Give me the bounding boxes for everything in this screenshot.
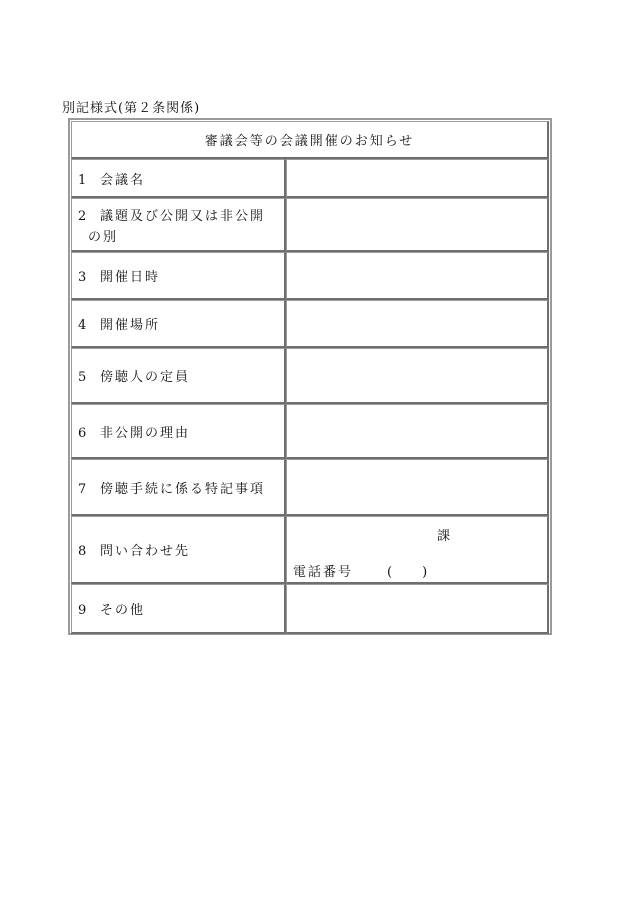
row-label-text: 問い合わせ先 bbox=[100, 544, 191, 559]
row-label-text: 議題及び公開又は非公開 bbox=[100, 208, 266, 224]
row-number: 1 bbox=[78, 172, 89, 188]
closed-reason-field[interactable] bbox=[286, 404, 549, 459]
form-style-label: 別記様式(第２条関係) bbox=[62, 101, 201, 116]
paren-open: ( bbox=[387, 565, 395, 580]
notice-table bbox=[71, 121, 549, 634]
row-label-text: その他 bbox=[100, 603, 146, 618]
datetime-field[interactable] bbox=[286, 252, 549, 300]
table-row bbox=[71, 300, 549, 348]
phone-line bbox=[293, 561, 429, 580]
form-title: 審議会等の会議開催のお知らせ bbox=[71, 121, 549, 159]
capacity-field[interactable] bbox=[286, 348, 549, 404]
table-row bbox=[71, 348, 549, 404]
row-label-text: 開催日時 bbox=[100, 270, 161, 285]
section-suffix: 課 bbox=[437, 529, 453, 544]
phone-label: 電話番号 bbox=[293, 565, 354, 580]
table-row bbox=[71, 159, 549, 198]
row-label bbox=[71, 404, 286, 459]
row-label bbox=[71, 252, 286, 300]
table-row bbox=[71, 584, 549, 634]
row-label-text: 開催場所 bbox=[100, 318, 161, 333]
row-label bbox=[71, 348, 286, 404]
row-label bbox=[71, 516, 286, 584]
row-label-text: 傍聴人の定員 bbox=[100, 370, 191, 385]
paren-close: ) bbox=[422, 565, 430, 580]
row-number: 6 bbox=[78, 425, 89, 441]
contact-field[interactable] bbox=[286, 516, 549, 584]
title-row bbox=[71, 121, 549, 159]
row-number: 9 bbox=[78, 603, 89, 618]
row-label bbox=[71, 300, 286, 348]
row-label bbox=[71, 198, 286, 252]
row-label bbox=[71, 459, 286, 516]
row-label bbox=[71, 584, 286, 634]
table-row bbox=[71, 252, 549, 300]
table-row bbox=[71, 198, 549, 252]
meeting-name-field[interactable] bbox=[286, 159, 549, 198]
row-label-text-line2: の別 bbox=[88, 229, 119, 245]
row-label-text: 非公開の理由 bbox=[100, 425, 191, 441]
table-row bbox=[71, 404, 549, 459]
row-number: 7 bbox=[78, 481, 89, 497]
table-row bbox=[71, 459, 549, 516]
notice-form bbox=[68, 118, 552, 635]
row-label bbox=[71, 159, 286, 198]
row-number: 2 bbox=[78, 208, 89, 224]
row-label-text: 傍聴手続に係る特記事項 bbox=[100, 481, 266, 497]
venue-field[interactable] bbox=[286, 300, 549, 348]
row-number: 8 bbox=[78, 544, 89, 559]
special-notes-field[interactable] bbox=[286, 459, 549, 516]
row-number: 5 bbox=[78, 370, 89, 385]
row-number: 4 bbox=[78, 318, 89, 333]
other-field[interactable] bbox=[286, 584, 549, 634]
row-label-text: 会議名 bbox=[100, 172, 146, 188]
agenda-field[interactable] bbox=[286, 198, 549, 252]
table-row bbox=[71, 516, 549, 584]
row-number: 3 bbox=[78, 270, 89, 285]
